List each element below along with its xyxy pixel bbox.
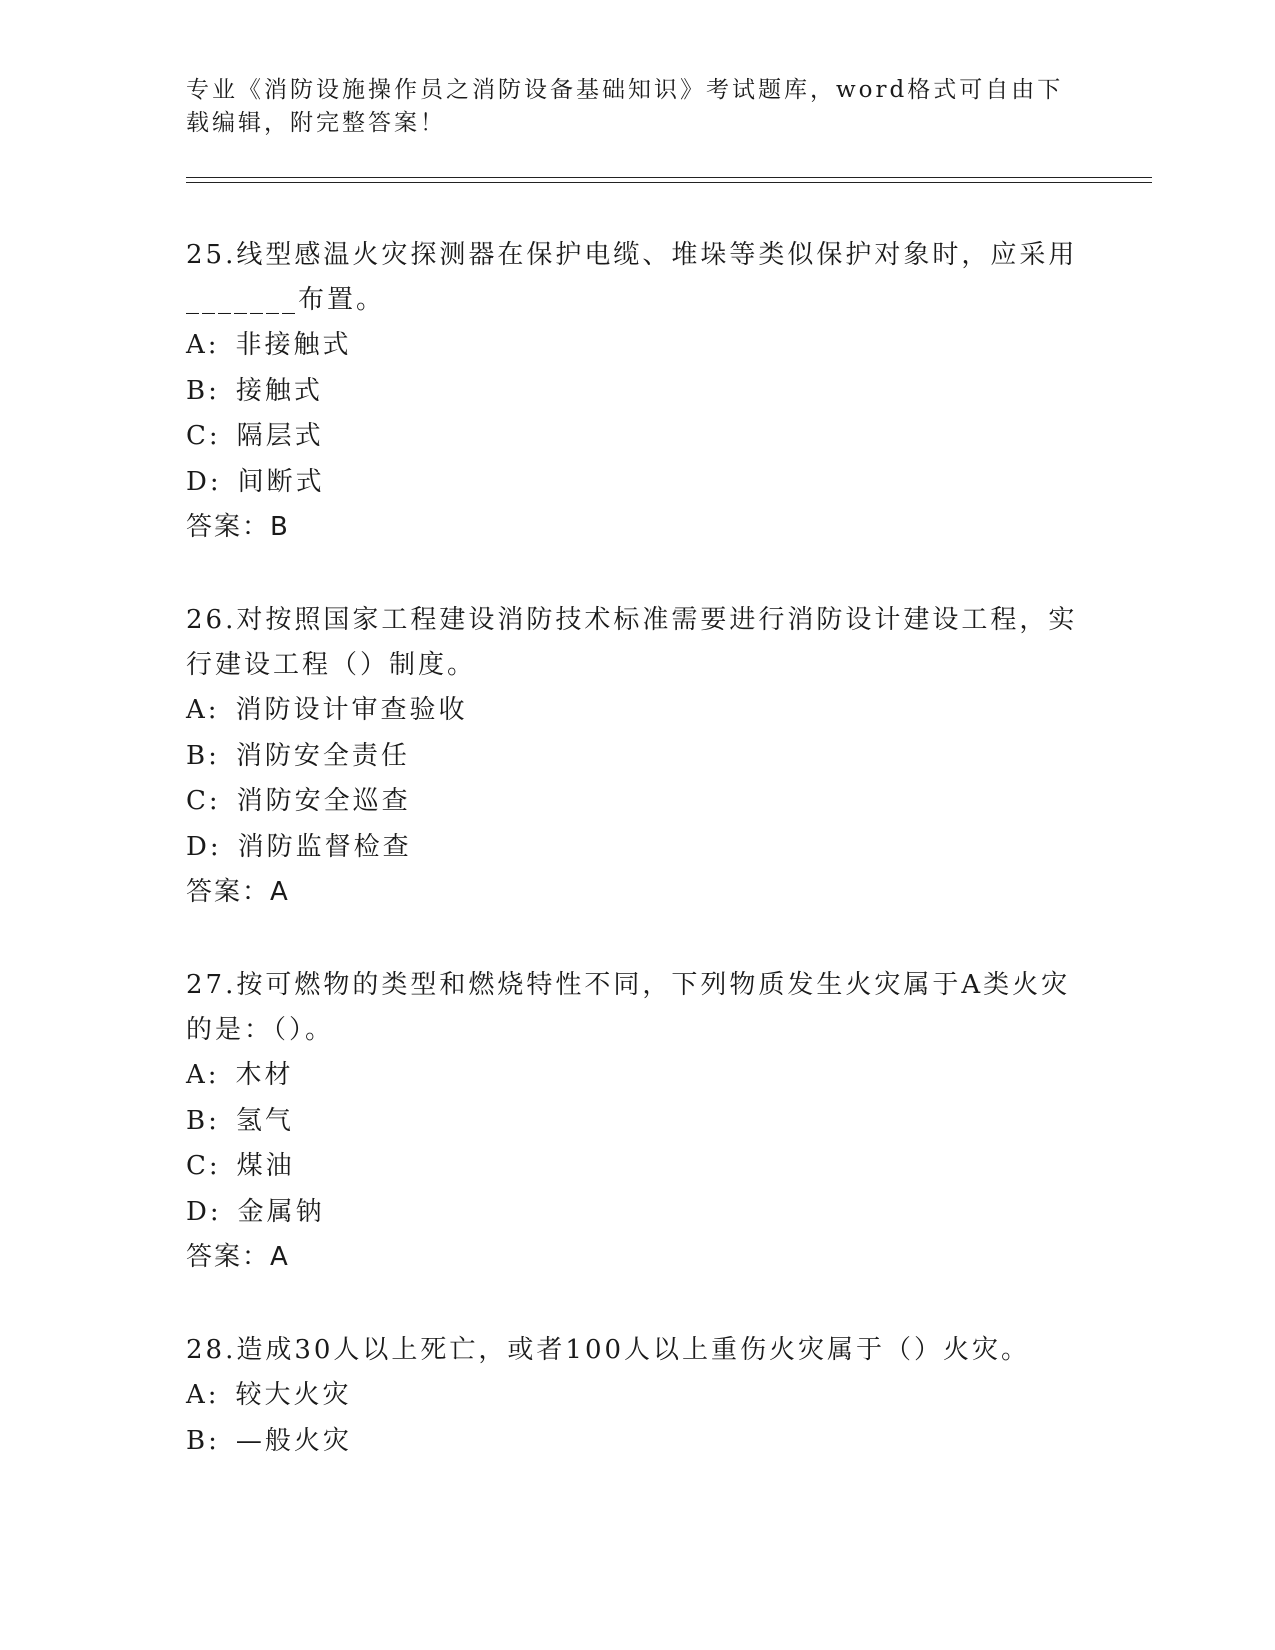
option-text: 氢气	[235, 1105, 294, 1136]
option-text: 较大火灾	[235, 1380, 352, 1410]
option-a	[186, 1053, 1086, 1099]
option-text: —般火灾	[235, 1425, 352, 1456]
option-b	[186, 1099, 1086, 1145]
option-text: 隔层式	[236, 421, 324, 451]
option-key: B:	[186, 1105, 220, 1136]
option-key: A:	[186, 330, 220, 360]
question-stem: 26.对按照国家工程建设消防技术标准需要进行消防设计建设工程，实行建设工程（）制度。	[186, 605, 1078, 680]
option-d	[186, 460, 1086, 506]
header-intro-text: 专业《消防设施操作员之消防设备基础知识》考试题库，word格式可自由下载编辑，附完整答案！	[186, 77, 1064, 136]
question-stem: 28.造成30人以上死亡，或者100人以上重伤火灾属于（）火灾。	[186, 1335, 1031, 1365]
option-text: 消防安全责任	[235, 740, 410, 771]
option-text: 非接触式	[235, 330, 352, 360]
question-25	[186, 233, 1086, 550]
question-28	[186, 1328, 1086, 1464]
option-c	[186, 1144, 1086, 1190]
answer-line: 答案：A	[186, 1242, 290, 1272]
question-stem: 27.按可燃物的类型和燃烧特性不同，下列物质发生火灾属于A类火灾的是：（）。	[186, 970, 1071, 1045]
option-key: A:	[186, 695, 220, 725]
option-key: D:	[186, 1196, 222, 1227]
header-divider-top	[186, 177, 1152, 178]
answer-line: 答案：A	[186, 877, 290, 907]
option-text: 消防监督检查	[237, 831, 412, 862]
question-list	[186, 233, 1086, 1512]
question-stem: 25.线型感温火灾探测器在保护电缆、堆垛等类似保护对象时，应采用_______布置。	[186, 240, 1078, 315]
option-a	[186, 323, 1086, 369]
option-d	[186, 825, 1086, 871]
option-text: 接触式	[235, 375, 323, 406]
option-d	[186, 1190, 1086, 1236]
option-b	[186, 369, 1086, 415]
option-key: C:	[186, 421, 221, 451]
option-c	[186, 779, 1086, 825]
option-text: 煤油	[236, 1151, 295, 1181]
option-key: C:	[186, 786, 221, 816]
option-key: D:	[186, 831, 222, 862]
option-b	[186, 1419, 1086, 1465]
header-divider-bottom	[186, 182, 1152, 183]
option-key: B:	[186, 375, 220, 406]
option-text: 消防设计审查验收	[235, 695, 468, 725]
option-key: A:	[186, 1060, 220, 1090]
question-27	[186, 963, 1086, 1280]
option-key: D:	[186, 466, 222, 497]
option-key: B:	[186, 740, 220, 771]
option-b	[186, 734, 1086, 780]
option-c	[186, 414, 1086, 460]
option-key: C:	[186, 1151, 221, 1181]
answer-line: 答案：B	[186, 512, 290, 542]
option-text: 间断式	[237, 466, 325, 497]
option-text: 金属钠	[237, 1196, 325, 1227]
document-header	[186, 74, 1066, 140]
option-key: A:	[186, 1380, 220, 1410]
option-a	[186, 1373, 1086, 1419]
option-a	[186, 688, 1086, 734]
option-key: B:	[186, 1425, 220, 1456]
option-text: 木材	[235, 1060, 294, 1090]
question-26	[186, 598, 1086, 915]
option-text: 消防安全巡查	[236, 786, 411, 816]
